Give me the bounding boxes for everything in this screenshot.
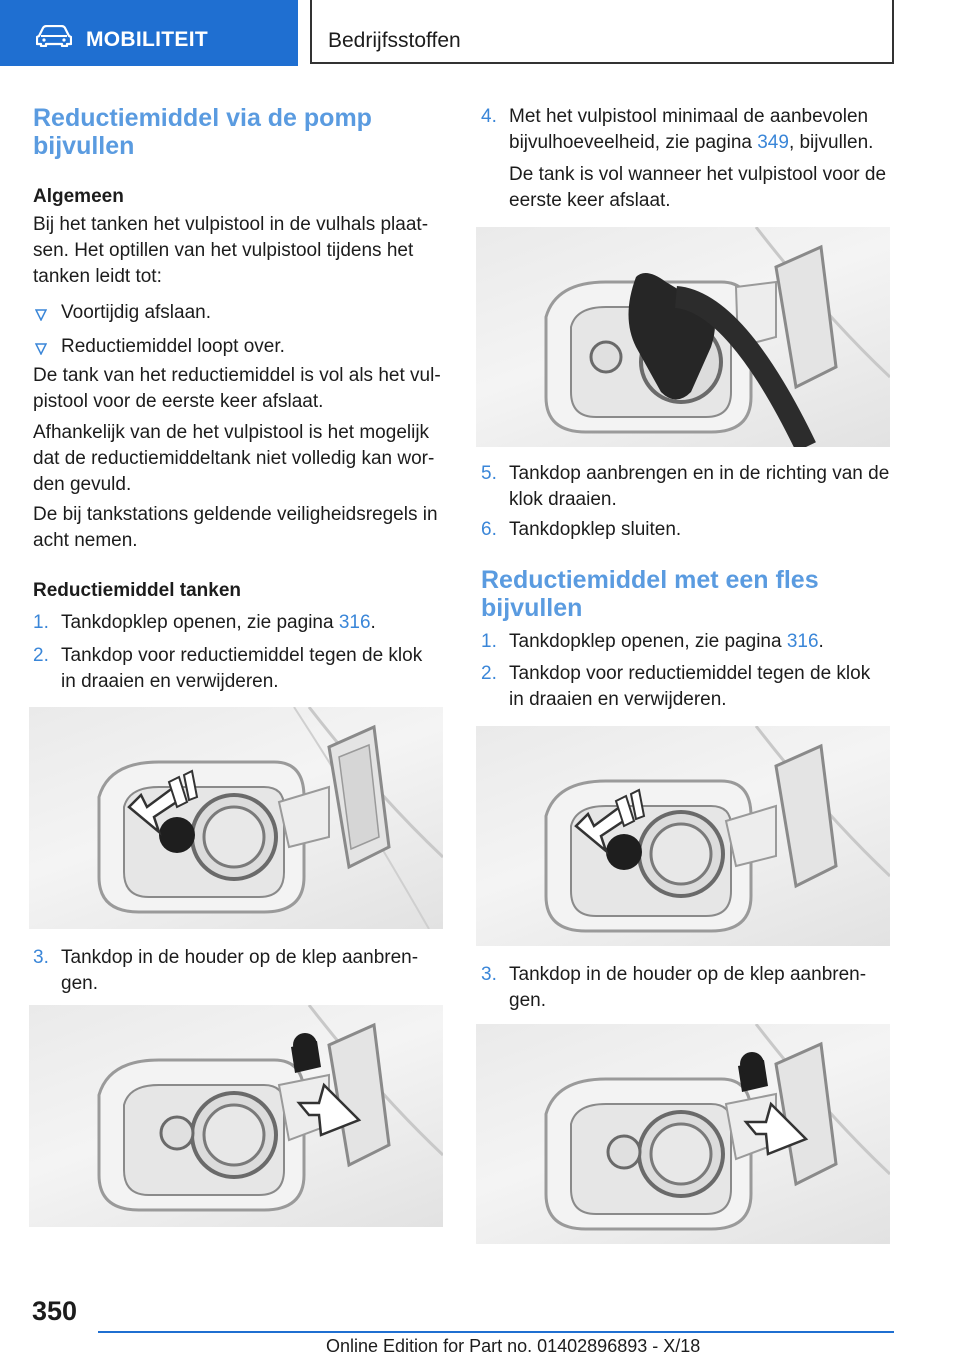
footer-edition: Online Edition for Part no. 01402896893 - X/18 bbox=[326, 1336, 701, 1356]
paragraph-full-tank bbox=[33, 363, 441, 415]
triangle-bullet-icon bbox=[35, 309, 47, 321]
step-text bbox=[509, 104, 886, 214]
car-icon bbox=[36, 25, 72, 47]
step-number: 2. bbox=[481, 663, 497, 684]
text-line: in draaien en verwijderen. bbox=[509, 689, 727, 710]
step-text bbox=[509, 962, 866, 1014]
illustration-remove-cap bbox=[29, 707, 443, 929]
bullet-item: Reductiemiddel loopt over. bbox=[61, 336, 285, 357]
text-line: dat de reductiemiddeltank niet volledig kan wor- bbox=[33, 448, 435, 469]
section-title-line: bijvullen bbox=[481, 594, 583, 622]
text-line: Tankdop voor reductiemiddel tegen de klok bbox=[509, 663, 871, 684]
triangle-bullet-icon bbox=[35, 343, 47, 355]
text-line: gen. bbox=[61, 973, 98, 994]
step-number: 3. bbox=[33, 947, 49, 968]
step-text-end: . bbox=[818, 631, 824, 652]
illustration-remove-cap-bottle bbox=[476, 726, 890, 946]
text-line: Tankdop voor reductiemiddel tegen de klok bbox=[61, 645, 423, 666]
step-number: 3. bbox=[481, 964, 497, 985]
text-part: bijvulhoeveelheid, zie pagina bbox=[509, 132, 758, 153]
step-number: 5. bbox=[481, 463, 497, 484]
page-link[interactable]: 316 bbox=[786, 631, 819, 652]
text-line: acht nemen. bbox=[33, 530, 138, 551]
step-text-main: Tankdopklep openen, zie pagina bbox=[61, 612, 339, 633]
step-number: 6. bbox=[481, 519, 497, 540]
step-text bbox=[61, 643, 422, 695]
bullet-item: Voortijdig afslaan. bbox=[61, 302, 211, 323]
step-text bbox=[509, 629, 824, 655]
text-line: sen. Het optillen van het vulpistool tijdens het bbox=[33, 240, 414, 261]
text-line: den gevuld. bbox=[33, 474, 132, 495]
illustration-nozzle bbox=[476, 227, 890, 447]
text-line: De bij tankstations geldende veiligheidsregels in bbox=[33, 504, 438, 525]
section-title-pump bbox=[33, 104, 372, 160]
text-line: Afhankelijk van de het vulpistool is het mogelijk bbox=[33, 422, 430, 443]
paragraph-safety bbox=[33, 502, 438, 554]
step-text bbox=[61, 610, 376, 636]
step-number: 1. bbox=[33, 612, 49, 633]
paragraph-dependence bbox=[33, 420, 434, 498]
step-text bbox=[509, 661, 870, 713]
chapter-header bbox=[310, 0, 894, 64]
text-line: gen. bbox=[509, 990, 546, 1011]
footer-divider bbox=[98, 1331, 894, 1333]
text-line: eerste keer afslaat. bbox=[509, 190, 671, 211]
text-line: tanken leidt tot: bbox=[33, 266, 162, 287]
step-number: 4. bbox=[481, 106, 497, 127]
illustration-cap-holder bbox=[29, 1005, 443, 1227]
text-line: Met het vulpistool minimaal de aanbevolen bbox=[509, 106, 869, 127]
step-text-end: . bbox=[370, 612, 376, 633]
text-line: Bij het tanken het vulpistool in de vulhals plaat- bbox=[33, 214, 429, 235]
page-link[interactable]: 349 bbox=[757, 132, 789, 153]
page-link[interactable]: 316 bbox=[338, 612, 371, 633]
page-number: 350 bbox=[32, 1296, 78, 1326]
text-line: De tank van het reductiemiddel is vol als het vul- bbox=[33, 365, 441, 386]
section-title-line: bijvullen bbox=[33, 132, 135, 160]
chapter-title: Bedrijfsstoffen bbox=[328, 29, 461, 52]
paragraph-general bbox=[33, 212, 428, 290]
subheading-fill: Reductiemiddel tanken bbox=[33, 580, 241, 601]
text-part: , bijvullen. bbox=[788, 132, 874, 153]
text-line: pistool voor de eerste keer afslaat. bbox=[33, 391, 324, 412]
step-text bbox=[61, 945, 418, 997]
text-line: Tankdop in de houder op de klep aanbren- bbox=[61, 947, 419, 968]
text-line: Tankdop in de houder op de klep aanbren- bbox=[509, 964, 867, 985]
step-text: Tankdopklep sluiten. bbox=[509, 519, 682, 540]
step-number: 2. bbox=[33, 645, 49, 666]
step-number: 1. bbox=[481, 631, 497, 652]
text-line bbox=[509, 130, 886, 156]
text-line: klok draaien. bbox=[509, 489, 617, 510]
step-text-main: Tankdopklep openen, zie pagina bbox=[509, 631, 787, 652]
section-tab[interactable] bbox=[0, 0, 298, 66]
section-title-bottle bbox=[481, 566, 819, 622]
text-line: in draaien en verwijderen. bbox=[61, 671, 279, 692]
step-text bbox=[509, 461, 889, 513]
section-tab-label: MOBILITEIT bbox=[86, 28, 208, 51]
subheading-general: Algemeen bbox=[33, 186, 124, 207]
text-line: De tank is vol wanneer het vulpistool voor de bbox=[509, 164, 887, 185]
text-line: Tankdop aanbrengen en in de richting van de bbox=[509, 463, 890, 484]
section-title-line: Reductiemiddel met een fles bbox=[481, 566, 819, 594]
section-title-line: Reductiemiddel via de pomp bbox=[33, 104, 372, 132]
illustration-cap-holder-bottle bbox=[476, 1024, 890, 1244]
